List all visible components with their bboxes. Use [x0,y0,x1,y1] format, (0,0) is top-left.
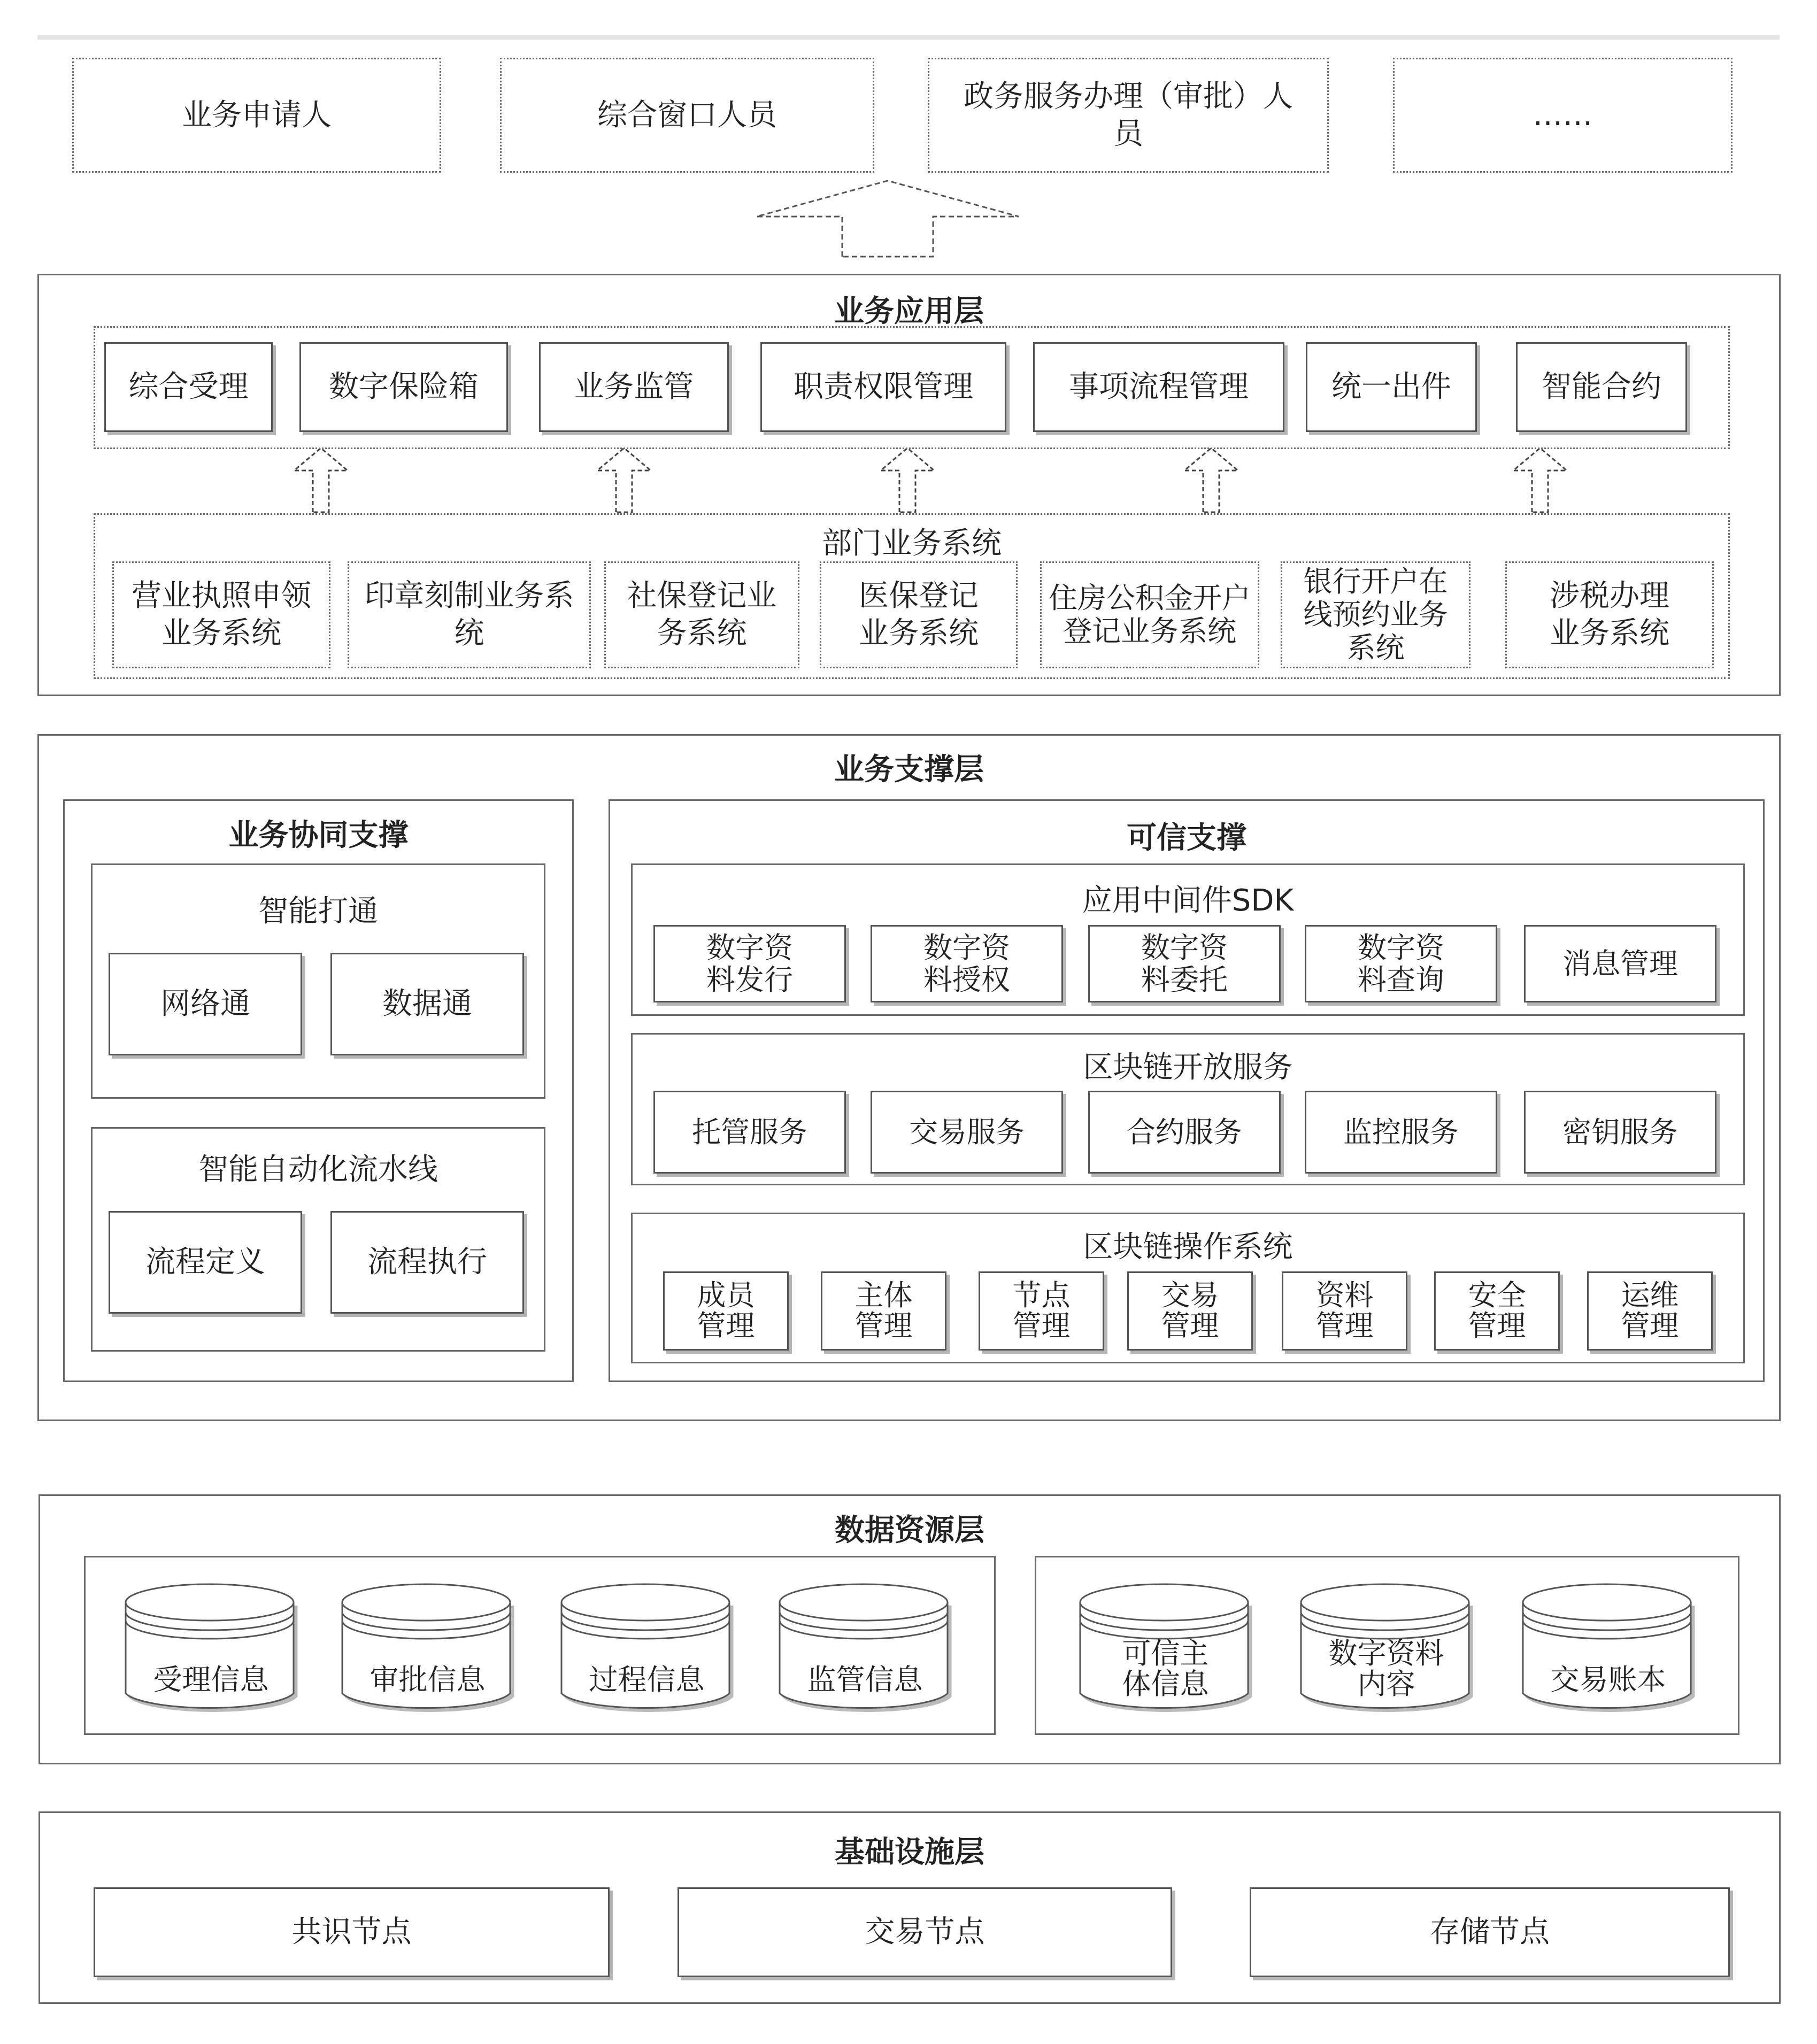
data-layer-title: 数据资源层 [835,1513,984,1548]
sdk-title: 应用中间件SDK [1082,883,1294,918]
app-box: 业务监管 [539,342,729,432]
database-cylinder [1076,1580,1255,1716]
open-service-item: 合约服务 [1088,1091,1281,1174]
actor-applicant: 业务申请人 [72,58,441,173]
open-service-item: 托管服务 [653,1091,846,1174]
app-box: 统一出件 [1306,342,1477,432]
actor-window-staff: 综合窗口人员 [500,58,874,173]
app-layer-title: 业务应用层 [834,294,984,329]
sdk-item: 消息管理 [1524,925,1716,1002]
open-services-title: 区块链开放服务 [1083,1050,1293,1085]
up-arrow-large [757,181,1019,257]
app-box: 数字保险箱 [299,342,508,432]
network-connect-box: 网络通 [109,953,302,1055]
automation-pipeline-title: 智能自动化流水线 [198,1152,438,1187]
database-cylinder [775,1580,954,1716]
dept-system: 住房公积金开户登记业务系统 [1040,561,1259,668]
database-label: 监管信息 [807,1663,923,1696]
dept-system: 社保登记业务系统 [604,561,799,668]
database-label: 审批信息 [369,1663,486,1696]
database-cylinder [121,1580,301,1716]
database-cylinder [557,1580,736,1716]
actor-more: …… [1393,58,1733,173]
trust-support-title: 可信支撑 [1127,821,1246,855]
chain-os-item: 资料管理 [1282,1271,1407,1351]
open-service-item: 交易服务 [871,1091,1063,1174]
open-service-item: 监控服务 [1305,1091,1497,1174]
smart-connect-title: 智能打通 [258,894,378,929]
chain-os-item: 节点管理 [979,1271,1104,1351]
chain-os-item: 运维管理 [1587,1271,1713,1351]
open-service-item: 密钥服务 [1524,1091,1716,1174]
sdk-item: 数字资料委托 [1088,925,1281,1002]
database-cylinder [1297,1580,1476,1716]
dept-system: 医保登记业务系统 [820,561,1018,668]
sdk-item: 数字资料授权 [871,925,1063,1002]
app-box: 职责权限管理 [760,342,1006,432]
process-execute-box: 流程执行 [330,1211,524,1314]
dept-system: 银行开户在线预约业务系统 [1281,561,1470,668]
sdk-item: 数字资料发行 [653,925,846,1002]
support-layer-title: 业务支撑层 [834,752,984,787]
chain-os-item: 成员管理 [663,1271,789,1351]
database-label: 交易账本 [1550,1663,1666,1696]
chain-os-title: 区块链操作系统 [1083,1230,1293,1264]
database-label: 受理信息 [153,1663,269,1696]
app-box: 事项流程管理 [1033,342,1284,432]
chain-os-item: 主体管理 [821,1271,946,1351]
database-cylinder [1519,1580,1698,1716]
database-label: 可信主体信息 [1122,1637,1209,1701]
collab-support-title: 业务协同支撑 [228,818,409,853]
database-label: 过程信息 [589,1663,705,1696]
process-define-box: 流程定义 [109,1211,302,1314]
app-box: 综合受理 [104,342,273,432]
consensus-node-box: 共识节点 [94,1887,610,1977]
chain-os-item: 安全管理 [1434,1271,1560,1351]
storage-node-box: 存储节点 [1250,1887,1730,1977]
database-label: 数字资料内容 [1328,1637,1444,1701]
database-cylinder [338,1580,517,1716]
sdk-item: 数字资料查询 [1305,925,1497,1002]
dept-system: 营业执照申领业务系统 [112,561,330,668]
actor-approval-staff: 政务服务办理（审批）人员 [928,58,1329,173]
data-connect-box: 数据通 [330,953,524,1055]
dept-system: 印章刻制业务系统 [348,561,591,668]
app-box: 智能合约 [1516,342,1687,432]
infra-layer-title: 基础设施层 [835,1835,984,1870]
dept-systems-title: 部门业务系统 [822,526,1002,561]
chain-os-item: 交易管理 [1127,1271,1253,1351]
transaction-node-box: 交易节点 [677,1887,1172,1977]
dept-system: 涉税办理业务系统 [1505,561,1714,668]
